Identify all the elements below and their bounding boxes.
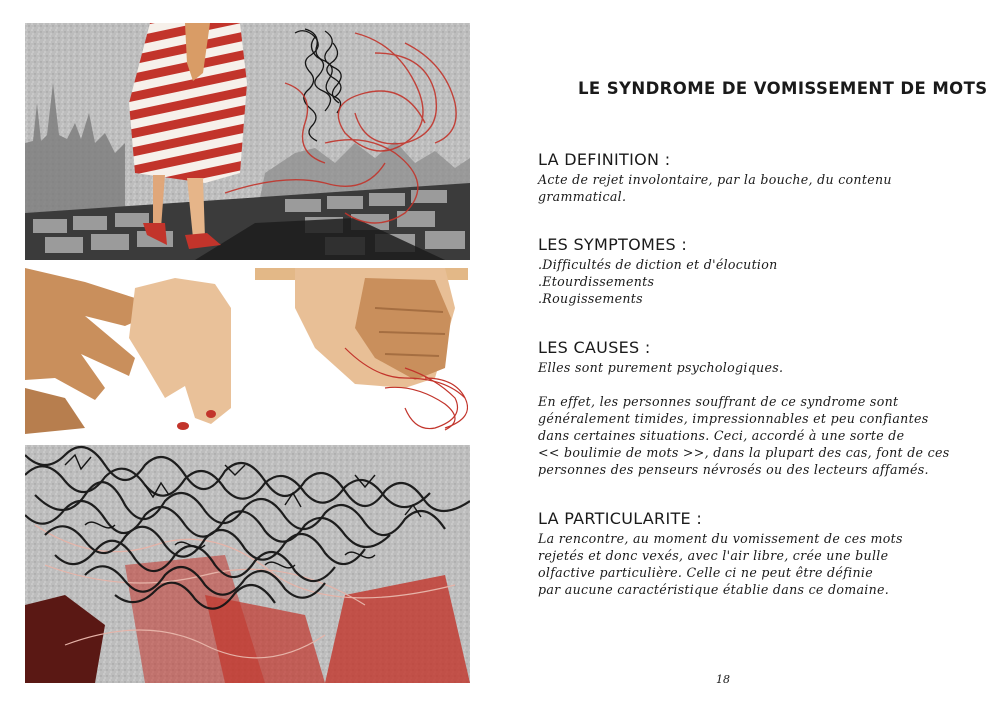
section-causes — [538, 338, 978, 478]
text-line: La rencontre, au moment du vomissement de ces mots — [538, 531, 903, 546]
text-line: Acte de rejet involontaire, par la bouche, du contenu — [538, 172, 892, 187]
text-page — [520, 0, 988, 707]
text-line: Elles sont purement psychologiques. — [538, 360, 784, 375]
page-number: 18 — [716, 673, 730, 686]
particularity-heading: LA PARTICULARITE : — [538, 509, 703, 528]
page-title: LE SYNDROME DE VOMISSEMENT DE MOTS — [578, 79, 988, 98]
panel-hands-holding — [255, 268, 468, 434]
text-line: par aucune caractéristique établie dans ce domaine. — [538, 582, 890, 597]
symptoms-list — [538, 256, 978, 307]
text-line: dans certaines situations. Ceci, accordé à une sorte de — [538, 428, 905, 443]
word-tangle-illustration — [25, 445, 470, 683]
causes-explanation — [538, 393, 978, 478]
text-line: olfactive particulière. Celle ci ne peut être définie — [538, 565, 873, 580]
list-item: .Etourdissements — [538, 274, 655, 289]
text-line: En effet, les personnes souffrant de ce syndrome sont — [538, 394, 899, 409]
panel-word-tangle — [25, 445, 470, 683]
text-line: << boulimie de mots >>, dans la plupart des cas, font de ces — [538, 445, 950, 460]
holding-hands-illustration — [255, 268, 468, 434]
hands-illustration — [25, 268, 231, 434]
section-definition — [538, 150, 978, 205]
causes-text — [538, 359, 978, 376]
text-line: généralement timides, impressionnables et peu confiantes — [538, 411, 929, 426]
legs-illustration — [25, 23, 470, 260]
symptoms-heading: LES SYMPTOMES : — [538, 235, 688, 254]
text-line: grammatical. — [538, 189, 627, 204]
text-line: personnes des penseurs névrosés ou des lecteurs affamés. — [538, 462, 929, 477]
panel-hands-touching — [25, 268, 231, 434]
definition-text — [538, 171, 978, 205]
causes-heading: LES CAUSES : — [538, 338, 651, 357]
list-item: .Difficultés de diction et d'élocution — [538, 257, 778, 272]
section-particularity — [538, 509, 978, 598]
text-line: rejetés et donc vexés, avec l'air libre, crée une bulle — [538, 548, 889, 563]
section-symptoms — [538, 235, 978, 307]
list-item: .Rougissements — [538, 291, 643, 306]
particularity-text — [538, 530, 978, 598]
definition-heading: LA DEFINITION : — [538, 150, 671, 169]
panel-legs-on-pavement — [25, 23, 470, 260]
